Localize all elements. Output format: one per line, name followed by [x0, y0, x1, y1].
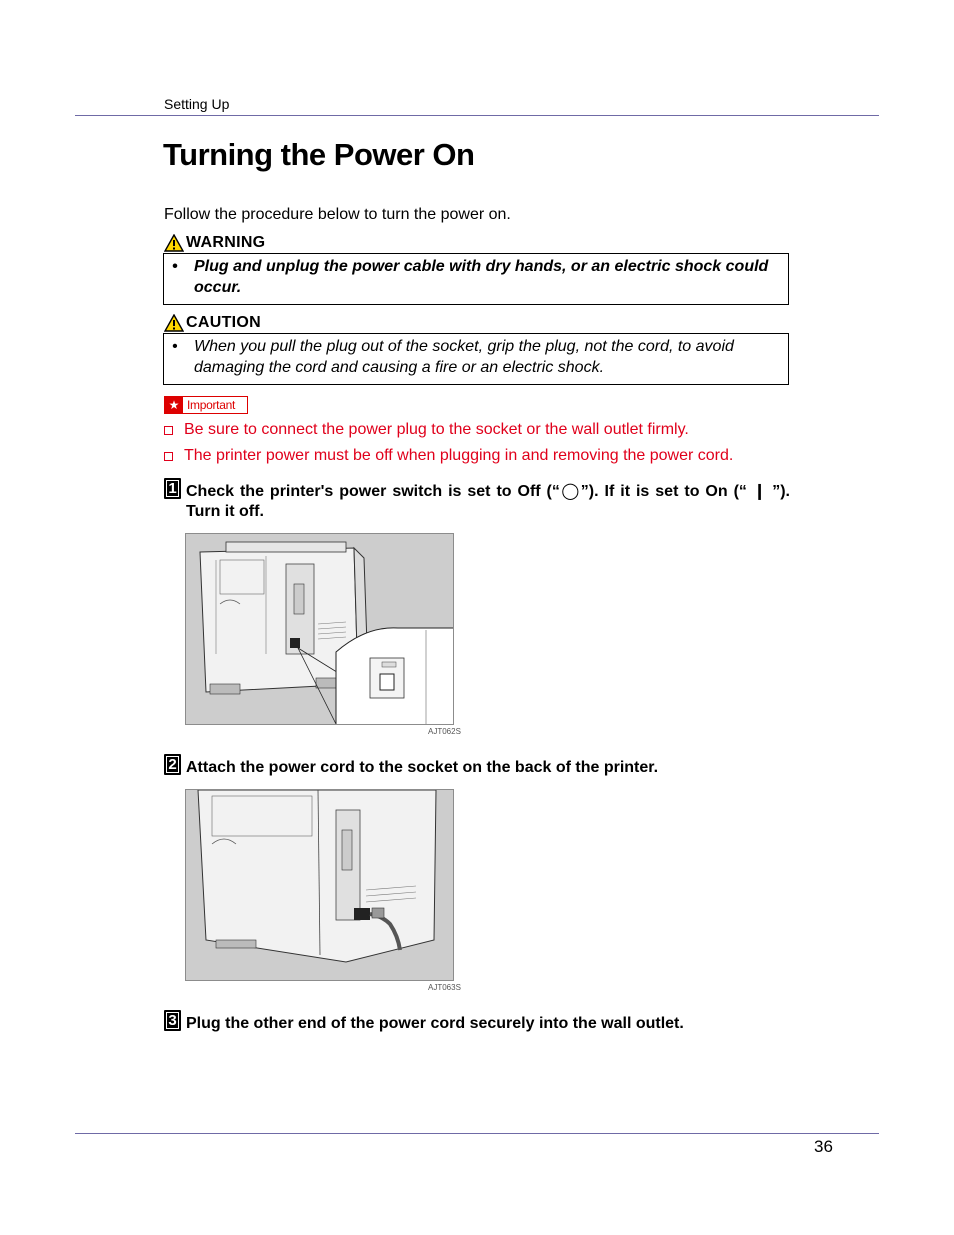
- bullet-icon: •: [172, 338, 178, 355]
- step-number: 3: [164, 1010, 181, 1031]
- header-rule: [75, 115, 879, 116]
- section-label: Setting Up: [164, 96, 230, 112]
- warning-item: Plug and unplug the power cable with dry hands, or an electric shock could occur.: [194, 258, 769, 296]
- star-icon: ★: [165, 397, 183, 413]
- footer-rule: [75, 1133, 879, 1134]
- caution-label: CAUTION: [186, 314, 261, 331]
- page-title: Turning the Power On: [163, 137, 475, 172]
- important-item-text: Be sure to connect the power plug to the socket or the wall outlet firmly.: [184, 421, 689, 438]
- warning-label: WARNING: [186, 234, 266, 251]
- bullet-icon: •: [172, 258, 178, 275]
- caution-header: [164, 314, 261, 332]
- important-item-text: The printer power must be off when plugging in and removing the power cord.: [184, 447, 734, 464]
- warning-box: [163, 253, 789, 305]
- important-item: [164, 421, 689, 439]
- step-text: Attach the power cord to the socket on the back of the printer.: [186, 759, 659, 776]
- figure-code: AJT062S: [428, 727, 461, 736]
- intro-text: Follow the procedure below to turn the power on.: [164, 206, 511, 223]
- page-number: 36: [814, 1137, 833, 1156]
- step-text: Plug the other end of the power cord securely into the wall outlet.: [186, 1015, 684, 1032]
- checkbox-icon: [164, 426, 173, 435]
- caution-icon: [164, 314, 184, 332]
- printer-power-cord-illustration: [185, 789, 454, 981]
- important-badge: [164, 396, 248, 414]
- caution-item: When you pull the plug out of the socket, grip the plug, not the cord, to avoid damaging the cord and causing a fire or an electric shock.: [194, 338, 734, 376]
- caution-box: [163, 333, 789, 385]
- step-text: Check the printer's power switch is set to Off (“◯”). If it is set to On (“ ❙ ”). Turn it off.: [186, 483, 790, 520]
- step-number: 1: [164, 478, 181, 499]
- step-number: 2: [164, 754, 181, 775]
- checkbox-icon: [164, 452, 173, 461]
- important-item: [164, 447, 733, 465]
- figure-code: AJT063S: [428, 983, 461, 992]
- warning-icon: [164, 234, 184, 252]
- important-label: Important: [187, 398, 235, 412]
- printer-rear-switch-illustration: [185, 533, 454, 725]
- warning-header: [164, 234, 265, 252]
